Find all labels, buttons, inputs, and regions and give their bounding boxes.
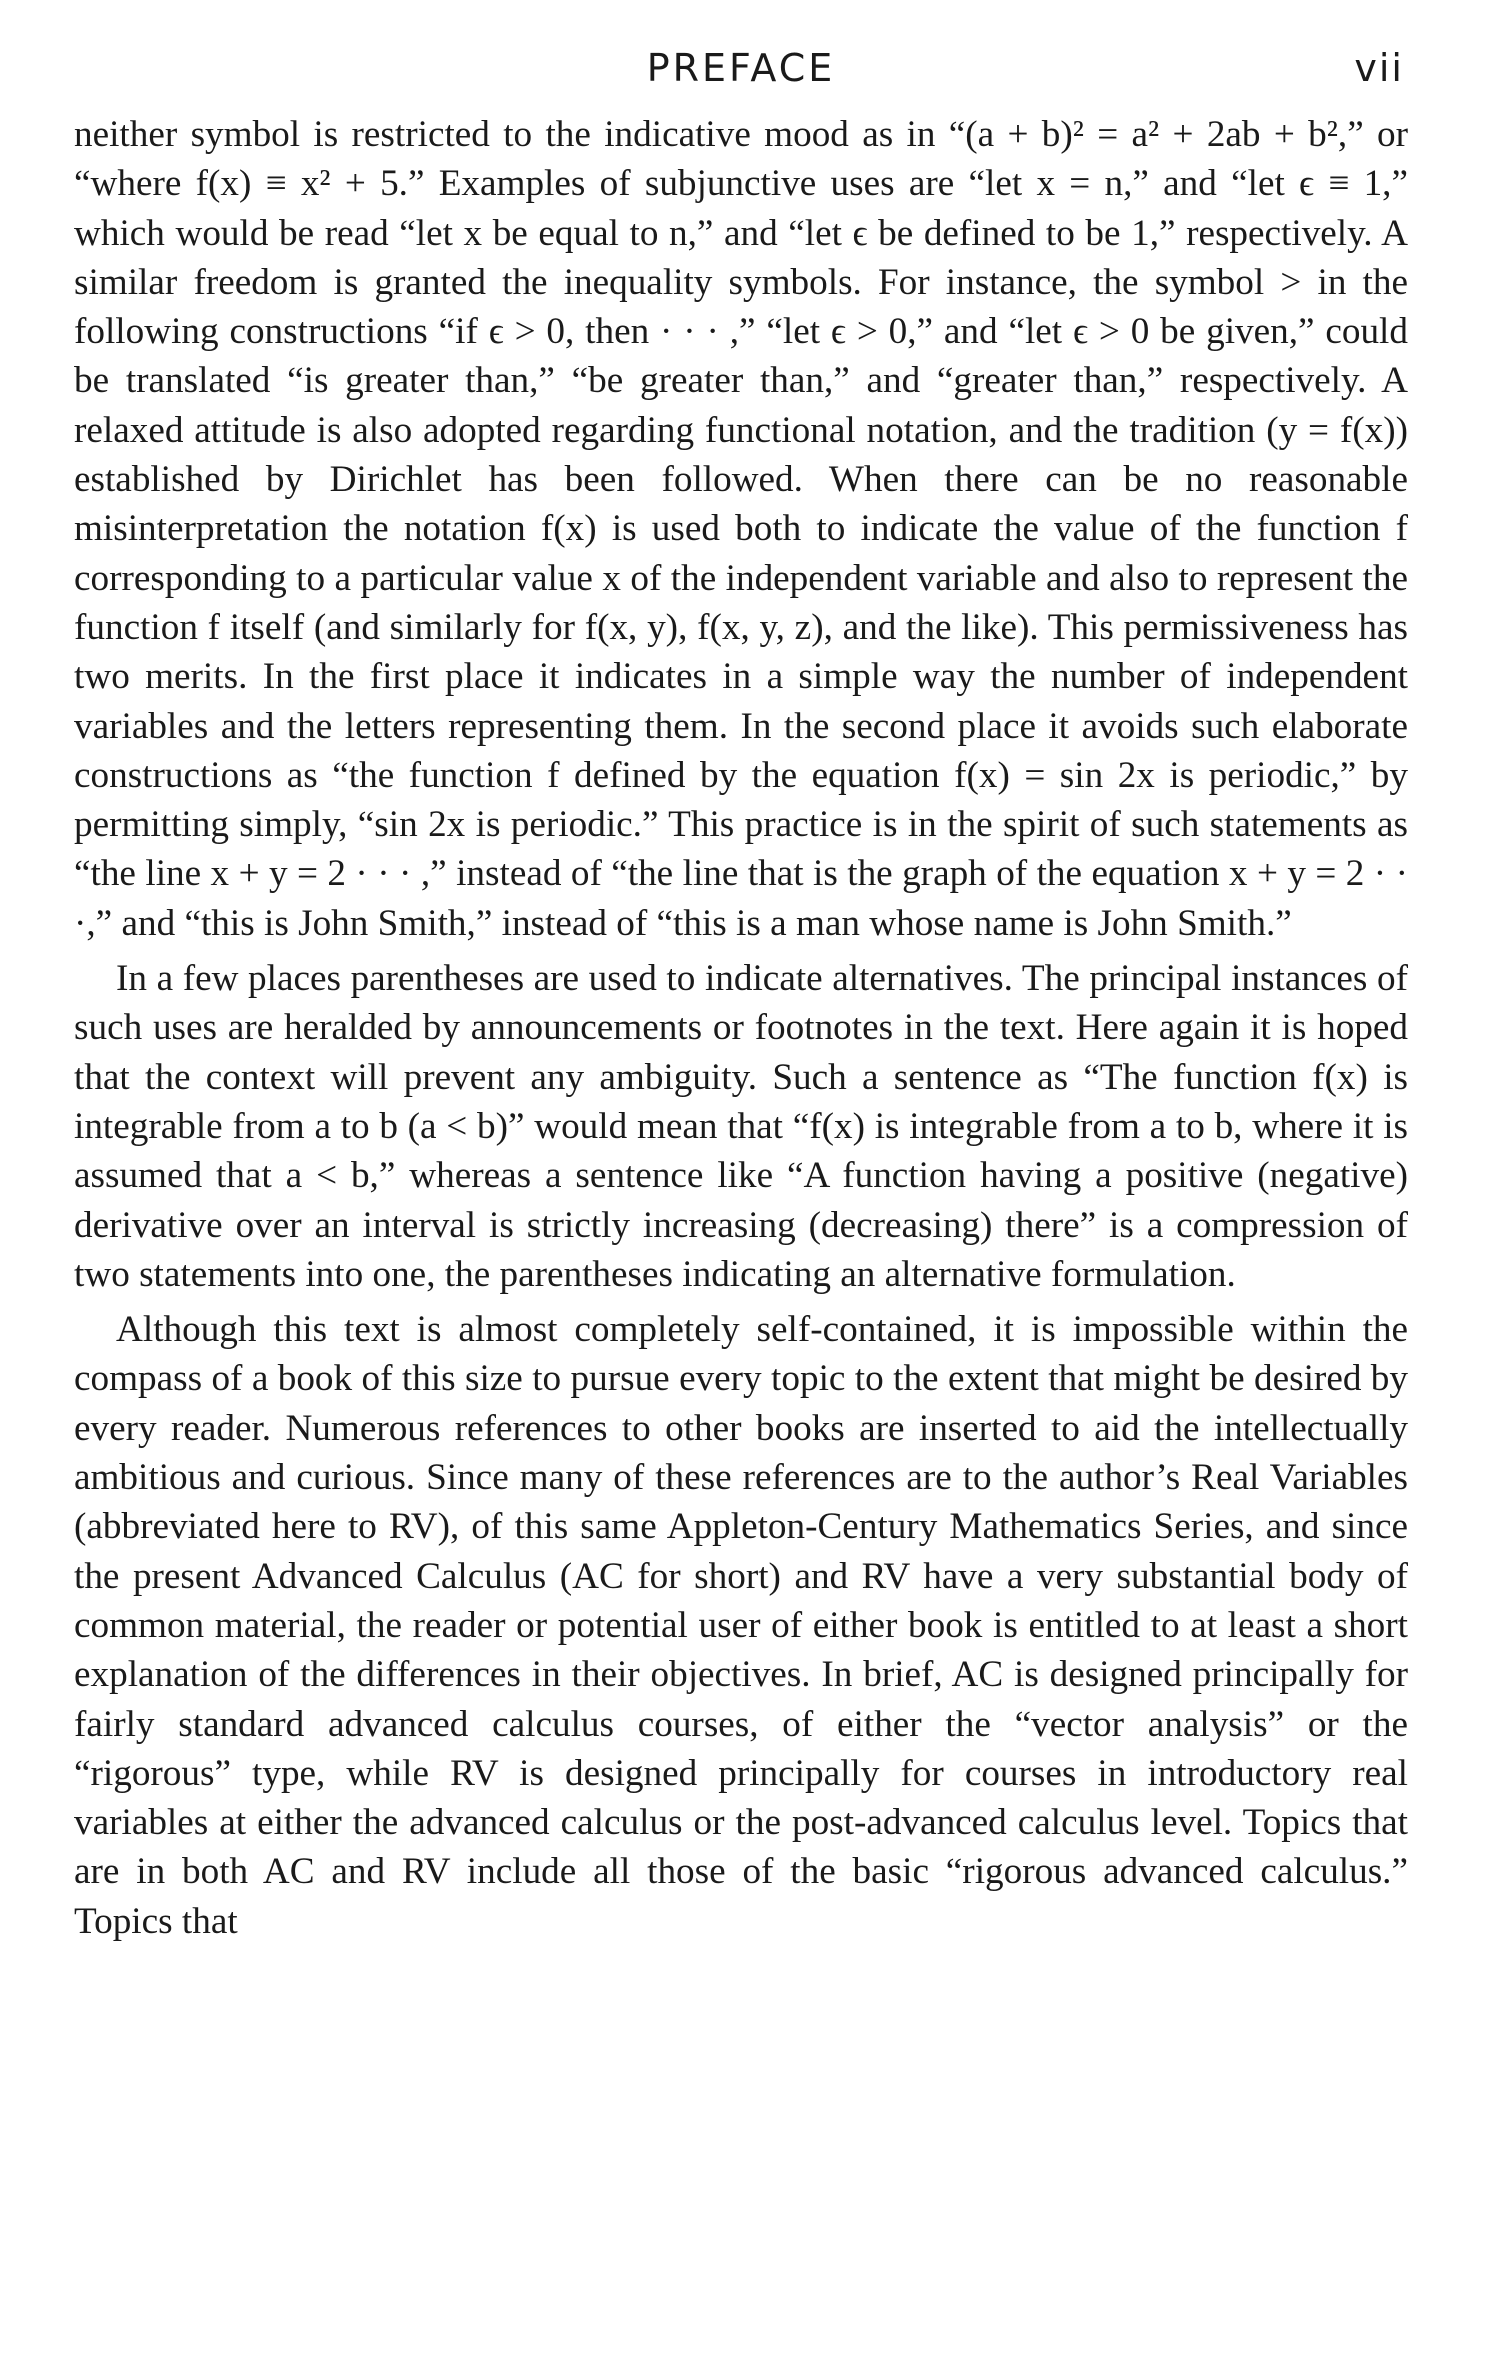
book-page [74,40,1408,1946]
page-number: vii [1354,46,1404,90]
paragraph: neither symbol is restricted to the indicative mood as in “(a + b)² = a² + 2ab + b²,” or “where f(x) ≡ x² + 5.” Examples of subjunctive uses are “let x = n,” and “let ϵ ≡ 1,” which would be read “let x be equal to n,” and “let ϵ be defined to be 1,” respectively. A similar freedom is granted the inequality symbols. For instance, the symbol > in the following constructions “if ϵ > 0, then · · · ,” “let ϵ > 0,” and “let ϵ > 0 be given,” could be translated “is greater than,” “be greater than,” and “greater than,” respectively. A relaxed attitude is also adopted regarding functional notation, and the tradition (y = f(x)) established by Dirichlet has been followed. When there can be no reasonable misinterpretation the notation f(x) is used both to indicate the value of the function f corresponding to a particular value x of the independent variable and also to represent the function f itself (and similarly for f(x, y), f(x, y, z), and the like). This permissiveness has two merits. In the first place it indicates in a simple way the number of independent variables and the letters representing them. In the second place it avoids such elaborate constructions as “the function f defined by the equation f(x) = sin 2x is periodic,” by permitting simply, “sin 2x is periodic.” This practice is in the spirit of such statements as “the line x + y = 2 · · · ,” instead of “the line that is the graph of the equation x + y = 2 · · ·,” and “this is John Smith,” instead of “this is a man whose name is John Smith.” [74,114,1408,944]
body-text [74,110,1408,1946]
running-title: PREFACE [646,46,836,90]
paragraph: Although this text is almost completely self-contained, it is impossible within the compass of a book of this size to pursue every topic to the extent that might be desired by every reader. Numerous references to other books are inserted to aid the intellectually ambitious and curious. Since many of these references are to the author’s Real Variables (abbreviated here to RV), of this same Appleton-Century Mathematics Series, and since the present Advanced Calculus (AC for short) and RV have a very substantial body of common material, the reader or potential user of either book is entitled to at least a short explanation of the differences in their objectives. In brief, AC is designed principally for fairly standard advanced calculus courses, of either the “vector analysis” or the “rigorous” type, while RV is designed principally for courses in introductory real variables at either the advanced calculus or the post-advanced calculus level. Topics that are in both AC and RV include all those of the basic “rigorous advanced calculus.” Topics that [74,1309,1408,1942]
paragraph: In a few places parentheses are used to indicate alternatives. The principal instances of such uses are heralded by announcements or footnotes in the text. Here again it is hoped that the context will prevent any ambiguity. Such a sentence as “The function f(x) is integrable from a to b (a < b)” would mean that “f(x) is integrable from a to b, where it is assumed that a < b,” whereas a sentence like “A function having a positive (negative) derivative over an interval is strictly increasing (decreasing) there” is a compression of two statements into one, the parentheses indicating an alternative formulation. [74,958,1408,1295]
running-head [74,40,1408,110]
